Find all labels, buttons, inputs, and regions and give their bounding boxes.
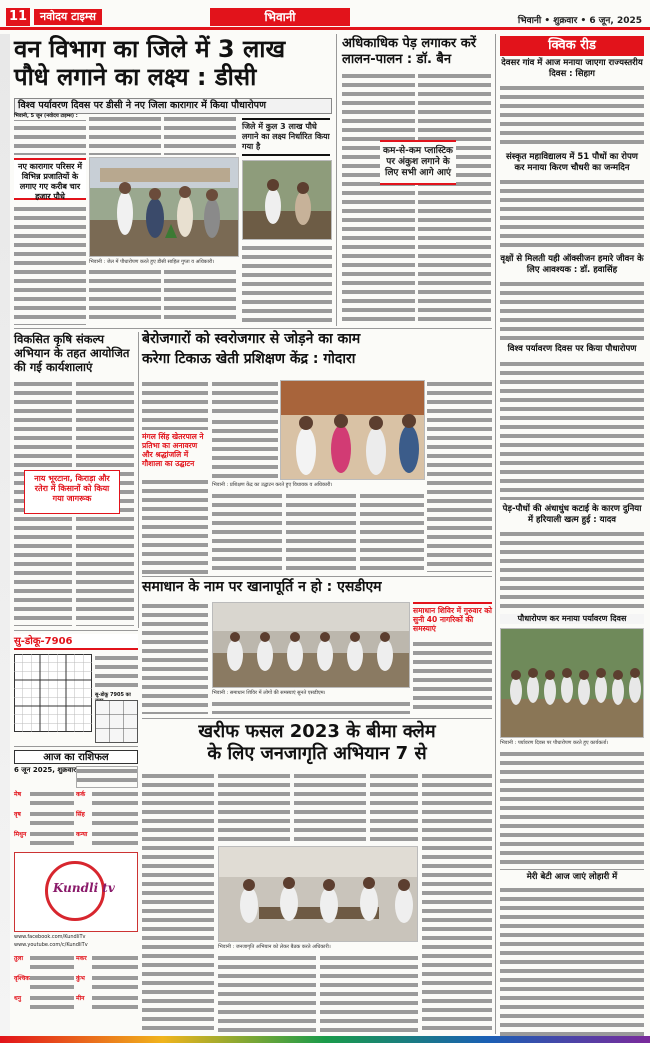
bottom-strip [0,1036,650,1043]
grievance-photo [212,602,410,688]
viksit-headline: विकसित कृषि संकल्प अभियान के तहत आयोजित की गई कार्यशालाएं [14,332,130,374]
quick-read-photo-image [501,629,644,738]
rashifal-sign-text [30,994,74,1010]
lead-text-col3 [164,115,236,155]
skill-text-a [142,380,208,430]
skill-headline-line1: बेरोजगारों को स्वरोजगार से जोड़ने का काम [142,331,361,347]
kundli-youtube[interactable]: www.youtube.com/c/KundliTv [14,942,88,948]
rashifal-sign-text [30,974,74,990]
lead-headline-line2: पौधे लगाने का लक्ष्य : डीसी [14,63,257,91]
skill-photo-image [281,381,425,480]
rashifal-sign: कुंभ [76,975,85,982]
quick-read-story3: वृक्षों से मिलती यही ऑक्सीजन हमारे जीवन के लिए आवश्यक : डॉ. हवासिंह [500,254,644,275]
section-label: भिवानी [210,8,350,26]
col2-pull-quote: कम-से-कम प्लास्टिक पर अंकुश लगाने के लिए सभी आगे आएं [380,140,456,185]
sudoku-answer-label: सु-डोकू 7905 का [95,692,131,698]
divider [14,746,138,747]
page-margin [0,34,10,1043]
rashifal-signs [14,790,138,1036]
skill-sidebar: मंगल सिंह खेतरपाल ने प्रतिभा का अनावरण और श्रद्धांजलि में गौशाला का उद्घाटन [142,432,204,468]
rashifal-title: आज का राशिफल [14,750,138,764]
quick-read-text-g [500,886,644,1036]
kundli-facebook[interactable]: www.facebook.com/KundliTv [14,934,86,940]
lead-photo [89,157,239,257]
insurance-photo-caption: भिवानी : जनजागृति अभियान को लेकर बैठक करते अधिकारी। [218,944,331,950]
rashifal-sign: कर्क [76,791,86,798]
insurance-text-e [422,772,492,1034]
kundli-ad [14,852,138,932]
insurance-photo [218,846,418,942]
insurance-text-a [142,772,214,1034]
insurance-text-g [320,954,418,1034]
rashifal-sign-text [30,954,74,970]
col2-text-b [418,72,491,324]
quick-read-story2: संस्कृत महाविद्यालय में 51 पौधों का रोपण कर मनाया किरण चौधरी का जन्मदिन [506,152,638,173]
rashifal-sign-text [30,810,74,826]
rashifal-sign-text [92,790,138,806]
masthead [0,0,650,30]
lead-callout: नए कारागार परिसर में विभिन्न प्रजातियों के लगाए गए करीब चार हजार पौधे [14,158,86,200]
insurance-text-b [218,772,290,842]
page-number: 11 [6,8,30,26]
insurance-photo-image [219,847,418,942]
rashifal-sign-text [30,790,74,806]
dateline: भिवानी • शुक्रवार • 6 जून, 2025 [517,16,642,26]
divider [138,332,139,628]
quick-read-text-b [500,178,644,250]
divider [142,718,492,719]
insurance-text-c [294,772,366,842]
lead-highlight: जिले में कुल 3 लाख पौधे लगाने का लक्ष्य निर्धारित किया गया है [242,118,330,156]
quick-read-story5: पेड़-पौधों की अंधाधुंध कटाई के कारण दुनिया में हरियाली खत्म हुई : यादव [502,504,642,525]
rashifal-sign: धनु [14,995,22,1002]
quick-read-story7: मेरी बेटी आज जाएं लोहारी में [526,872,618,882]
grievance-headline: समाधान के नाम पर खानापूर्ति न हो : एसडीएम [142,579,382,595]
rashifal-panchang [76,766,138,788]
quick-read-story4: विश्व पर्यावरण दिवस पर किया पौधारोपण [507,344,637,354]
skill-headline-line2: करेगा टिकाऊ खेती प्रशिक्षण केंद्र : गोदारा [142,351,356,367]
grievance-text-b [413,640,492,714]
sudoku-instructions [95,654,138,690]
skill-text-d [212,418,278,480]
lead-text-col2 [89,115,161,155]
lead-text-col3b [164,268,236,324]
insurance-text-d [370,772,418,842]
viksit-pull-quote: नाय भूरटाना, किराड़ा और रतेरा में किसानों को किया गया जागरूक [24,470,120,514]
insurance-headline-line2: के लिए जनजागृति अभियान 7 से [207,743,427,764]
rashifal-sign: मीन [76,995,85,1002]
rashifal-sign-text [92,954,138,970]
rashifal-sign: वृष [14,811,21,818]
divider [336,34,337,326]
quick-read-text-d [500,360,644,500]
quick-read-text-c [500,280,644,340]
skill-text-g [286,492,356,572]
rashifal-sign: वृश्चिक [14,975,30,982]
lead-inset-photo-image [243,161,332,240]
rashifal-sign: कन्या [76,831,88,838]
skill-text-f [212,492,282,572]
divider [142,576,492,577]
quick-read-text-e [500,530,644,612]
quick-read-headline: देवसर गांव में आज मनाया जाएगा राज्यस्तरीय दिवस : सिहाग [501,58,643,79]
lead-text-col2b [89,268,161,324]
rashifal-date: 6 जून 2025, शुक्रवार [14,766,77,774]
lead-byline: भिवानी, 5 जून (नवोदय टाइम्स) : [14,114,86,120]
skill-text-b [142,478,208,574]
rashifal-sign-text [92,810,138,826]
rashifal-sign: मिथुन [14,831,27,838]
quick-read-text-a [500,84,644,148]
divider [495,34,496,1034]
lead-text-col4 [242,244,332,324]
lead-photo-caption: भिवानी : जेल में पौधारोपण करते हुए डीसी साहिल गुप्ता व अधिकारी। [89,259,215,265]
grievance-text-a [142,602,208,714]
grievance-text-c [212,700,410,714]
rashifal-sign-text [92,830,138,846]
quick-read-story6: पौधारोपण कर मनाया पर्यावरण दिवस [500,614,644,624]
rashifal-sign-text [92,994,138,1010]
sudoku-answer-grid [95,700,138,743]
skill-photo-caption: भिवानी : प्रशिक्षण केंद्र का उद्घाटन करते हुए विधायक व अधिकारी। [212,482,333,488]
skill-photo [280,380,425,480]
rashifal-sign-text [92,974,138,990]
skill-text-c [212,380,278,414]
quick-read-text-f [500,750,644,870]
rashifal-sign-text [30,830,74,846]
insurance-headline-line1: खरीफ फसल 2023 के बीमा क्लेम [198,721,436,742]
lead-text-col1 [14,115,86,155]
lead-text-col1b [14,205,86,325]
grievance-photo-image [213,603,410,688]
sudoku-grid [14,654,92,732]
quick-read-photo [500,628,644,738]
brand-label: नवोदय टाइम्स [34,9,102,25]
grievance-photo-caption: भिवानी : समाधान शिविर में लोगों की समस्याएं सुनते एसडीएम। [212,690,326,696]
divider [14,328,492,329]
rashifal-sign: मेष [14,791,22,798]
rashifal-sign: तुला [14,955,24,962]
insurance-text-f [218,954,316,1034]
lead-subhead: विश्व पर्यावरण दिवस पर डीसी ने नए जिला कारागार में किया पौधारोपण [14,98,332,114]
quick-read-photo-caption: भिवानी : पर्यावरण दिवस पर पौधारोपण करते हुए कार्यकर्ता। [500,740,609,746]
skill-text-e [427,380,492,572]
sudoku-label: सु-डोकू-7906 [14,634,138,650]
grievance-sidebar: समाधान शिविर में गुरुवार को सुनी 40 नागरिकों की समस्याएं [413,602,492,633]
rashifal-sign: मकर [76,955,87,962]
rashifal-sign: सिंह [76,811,85,818]
lead-inset-photo [242,160,332,240]
lead-headline-line1: वन विभाग का जिले में 3 लाख [14,35,286,63]
quick-read-label: क्विक रीड [500,36,644,56]
skill-text-h [360,492,424,572]
col2-text-a [342,72,415,324]
divider [14,630,138,631]
col2-headline: अधिकाधिक पेड़ लगाकर करें लालन-पालन : डॉ. बैन [342,36,477,67]
kundli-brand: Kundli tv [53,881,115,895]
lead-photo-image [90,158,239,257]
